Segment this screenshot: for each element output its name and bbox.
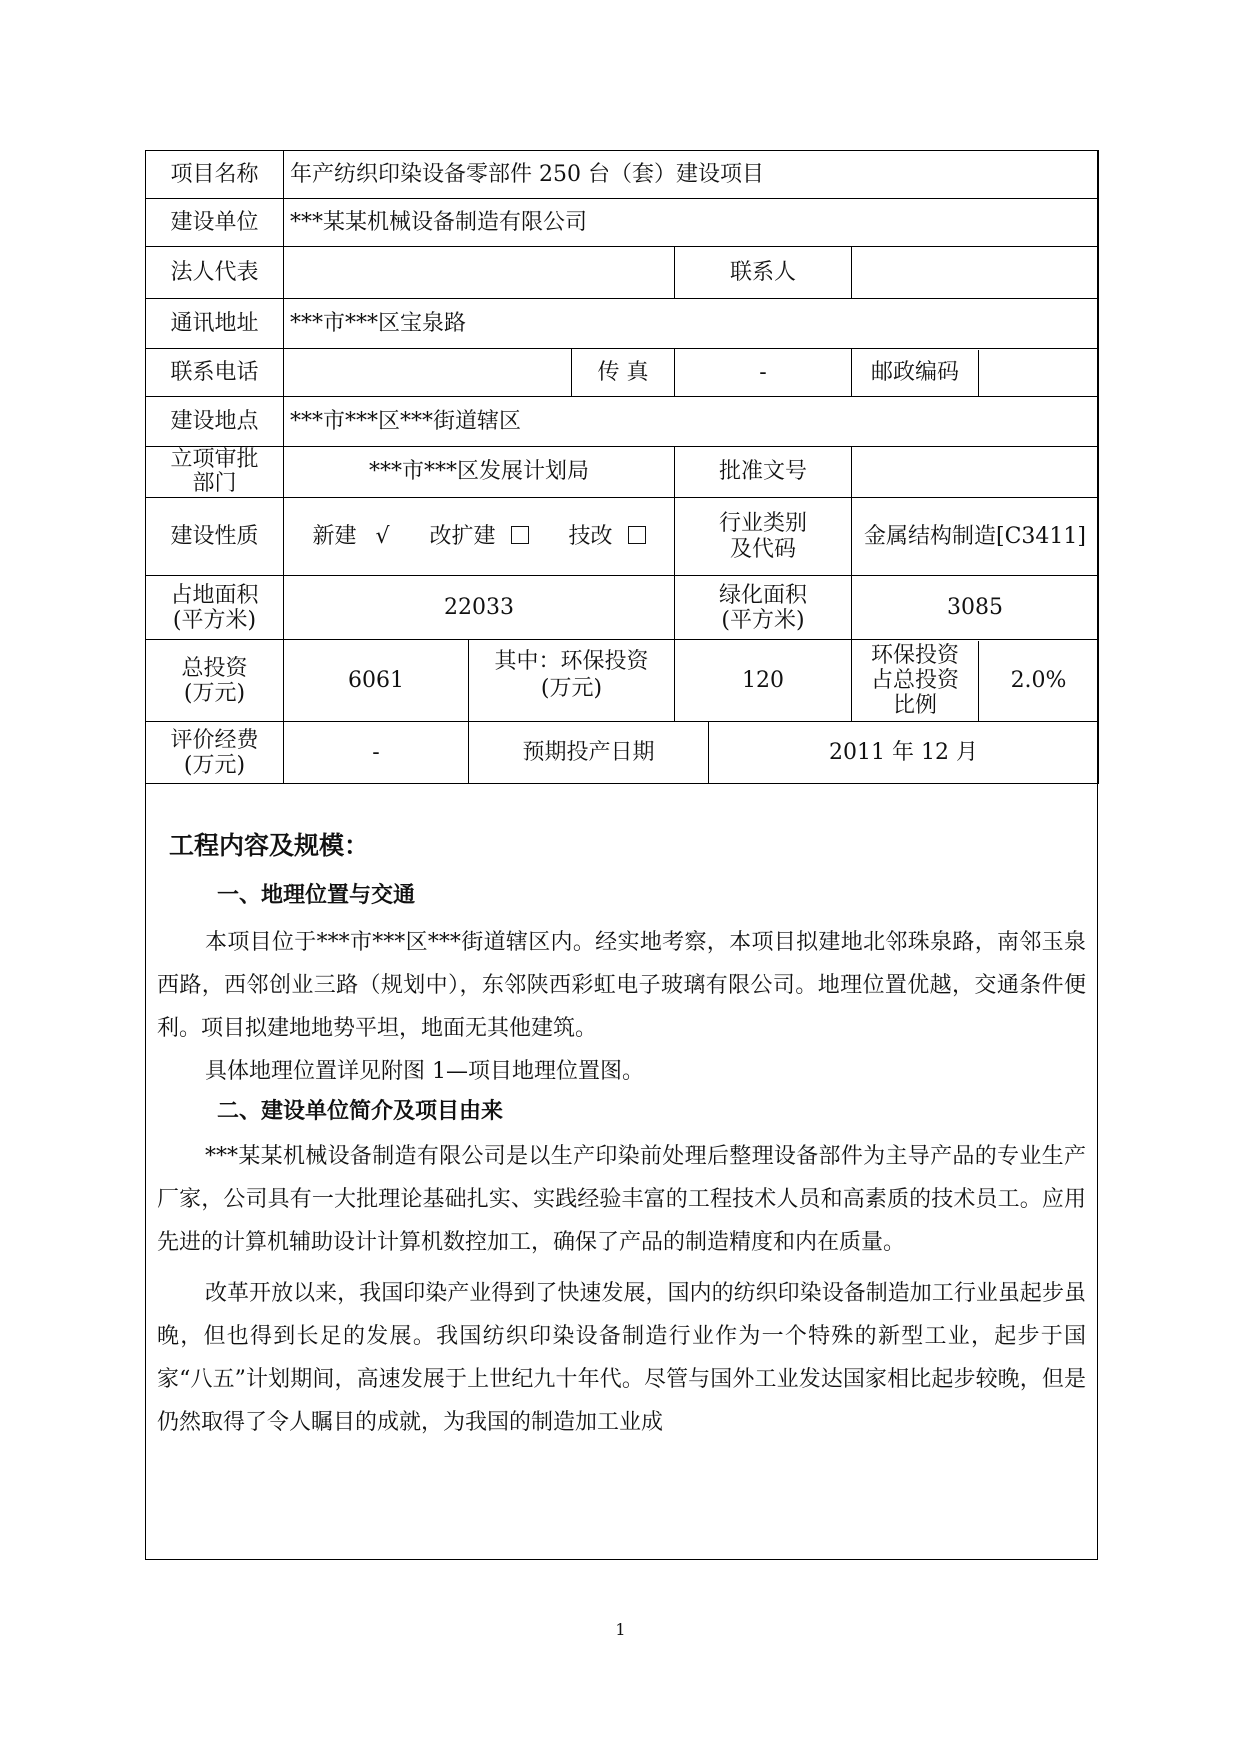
fax-value: - xyxy=(675,349,852,397)
row-approval xyxy=(146,447,1099,498)
ratio-cell xyxy=(852,640,1099,722)
env-invest-value: 120 xyxy=(675,640,852,722)
fee-value: - xyxy=(284,722,469,784)
row-site xyxy=(146,397,1099,447)
start-date-value: 2011 年 12 月 xyxy=(709,722,1099,784)
address-label: 通讯地址 xyxy=(146,299,284,349)
industry-label: 行业类别 及代码 xyxy=(675,498,852,576)
phone-value xyxy=(284,349,572,397)
fax-label: 传 真 xyxy=(572,349,675,397)
area-label: 占地面积 (平方米) xyxy=(146,576,284,640)
project-content xyxy=(145,795,1098,1444)
invest-value: 6061 xyxy=(284,640,469,722)
nature-label: 建设性质 xyxy=(146,498,284,576)
nature-options xyxy=(284,498,675,576)
row-nature xyxy=(146,498,1099,576)
legal-rep-value xyxy=(284,247,675,299)
page-number: 1 xyxy=(615,1620,626,1639)
nature-tech-label: 技改 xyxy=(568,523,613,549)
site-value: ***市***区***街道辖区 xyxy=(284,397,1099,447)
row-fee xyxy=(146,722,1099,784)
ratio-value: 2.0% xyxy=(1010,667,1067,693)
row-area xyxy=(146,576,1099,640)
postcode-label: 邮政编码 xyxy=(852,350,979,396)
fee-label: 评价经费 (万元) xyxy=(146,722,284,784)
industry-value: 金属结构制造[C3411] xyxy=(852,498,1099,576)
nature-new-check: √ xyxy=(375,523,390,549)
project-info-table xyxy=(145,150,1099,784)
address-value: ***市***区宝泉路 xyxy=(284,299,1099,349)
green-value: 3085 xyxy=(852,576,1099,640)
ratio-label: 环保投资 占总投资 比例 xyxy=(852,641,979,721)
green-label: 绿化面积 (平方米) xyxy=(675,576,852,640)
section-1-title: 一、地理位置与交通 xyxy=(217,883,416,908)
project-name-value: 年产纺织印染设备零部件 250 台（套）建设项目 xyxy=(284,151,1099,199)
approval-no-value xyxy=(852,447,1099,498)
row-legal-rep xyxy=(146,247,1099,299)
approval-no-label: 批准文号 xyxy=(675,447,852,498)
section-1-paragraph-2: 具体地理位置详见附图 1—项目地理位置图。 xyxy=(205,1059,644,1084)
nature-tech-checkbox xyxy=(628,526,646,544)
section-2-paragraph-1: ***某某机械设备制造有限公司是以生产印染前处理后整理设备部件为主导产品的专业生产厂家，公司具有一大批理论基础扎实、实践经验丰富的工程技术人员和高素质的技术员工。应用先进的计算机辅助设计计算机数控加工，确保了产品的制造精度和内在质量。 xyxy=(157,1144,1086,1255)
row-address xyxy=(146,299,1099,349)
env-invest-label: 其中：环保投资 (万元) xyxy=(469,640,675,722)
invest-label: 总投资 (万元) xyxy=(146,640,284,722)
section-1-paragraph-1: 本项目位于***市***区***街道辖区内。经实地考察，本项目拟建地北邻珠泉路，南邻玉泉西路，西邻创业三路（规划中），东邻陕西彩虹电子玻璃有限公司。地理位置优越，交通条件便利。项目拟建地地势平坦，地面无其他建筑。 xyxy=(157,930,1086,1041)
phone-label: 联系电话 xyxy=(146,349,284,397)
section-heading: 工程内容及规模： xyxy=(169,831,370,860)
site-label: 建设地点 xyxy=(146,397,284,447)
contact-value xyxy=(852,247,1099,299)
nature-new-label: 新建 xyxy=(312,523,357,549)
unit-label: 建设单位 xyxy=(146,199,284,247)
nature-expand-checkbox xyxy=(511,526,529,544)
approval-dept-label: 立项审批 部门 xyxy=(146,447,284,498)
nature-expand-label: 改扩建 xyxy=(429,523,496,549)
row-project-name xyxy=(146,151,1099,199)
unit-value: ***某某机械设备制造有限公司 xyxy=(284,199,1099,247)
row-unit xyxy=(146,199,1099,247)
contact-label: 联系人 xyxy=(675,247,852,299)
row-phone xyxy=(146,349,1099,397)
section-2-paragraph-2: 改革开放以来，我国印染产业得到了快速发展，国内的纺织印染设备制造加工行业虽起步虽晚，但也得到长足的发展。我国纺织印染设备制造行业作为一个特殊的新型工业，起步于国家“八五”计划期间，高速发展于上世纪九十年代。尽管与国外工业发达国家相比起步较晚，但是仍然取得了令人瞩目的成就，为我国的制造加工业成 xyxy=(157,1281,1086,1435)
start-date-label: 预期投产日期 xyxy=(469,722,709,784)
project-name-label: 项目名称 xyxy=(146,151,284,199)
area-value: 22033 xyxy=(284,576,675,640)
legal-rep-label: 法人代表 xyxy=(146,247,284,299)
postcode-cell xyxy=(852,349,1099,397)
row-invest xyxy=(146,640,1099,722)
approval-dept-value: ***市***区发展计划局 xyxy=(284,447,675,498)
section-2-title: 二、建设单位简介及项目由来 xyxy=(217,1099,504,1124)
